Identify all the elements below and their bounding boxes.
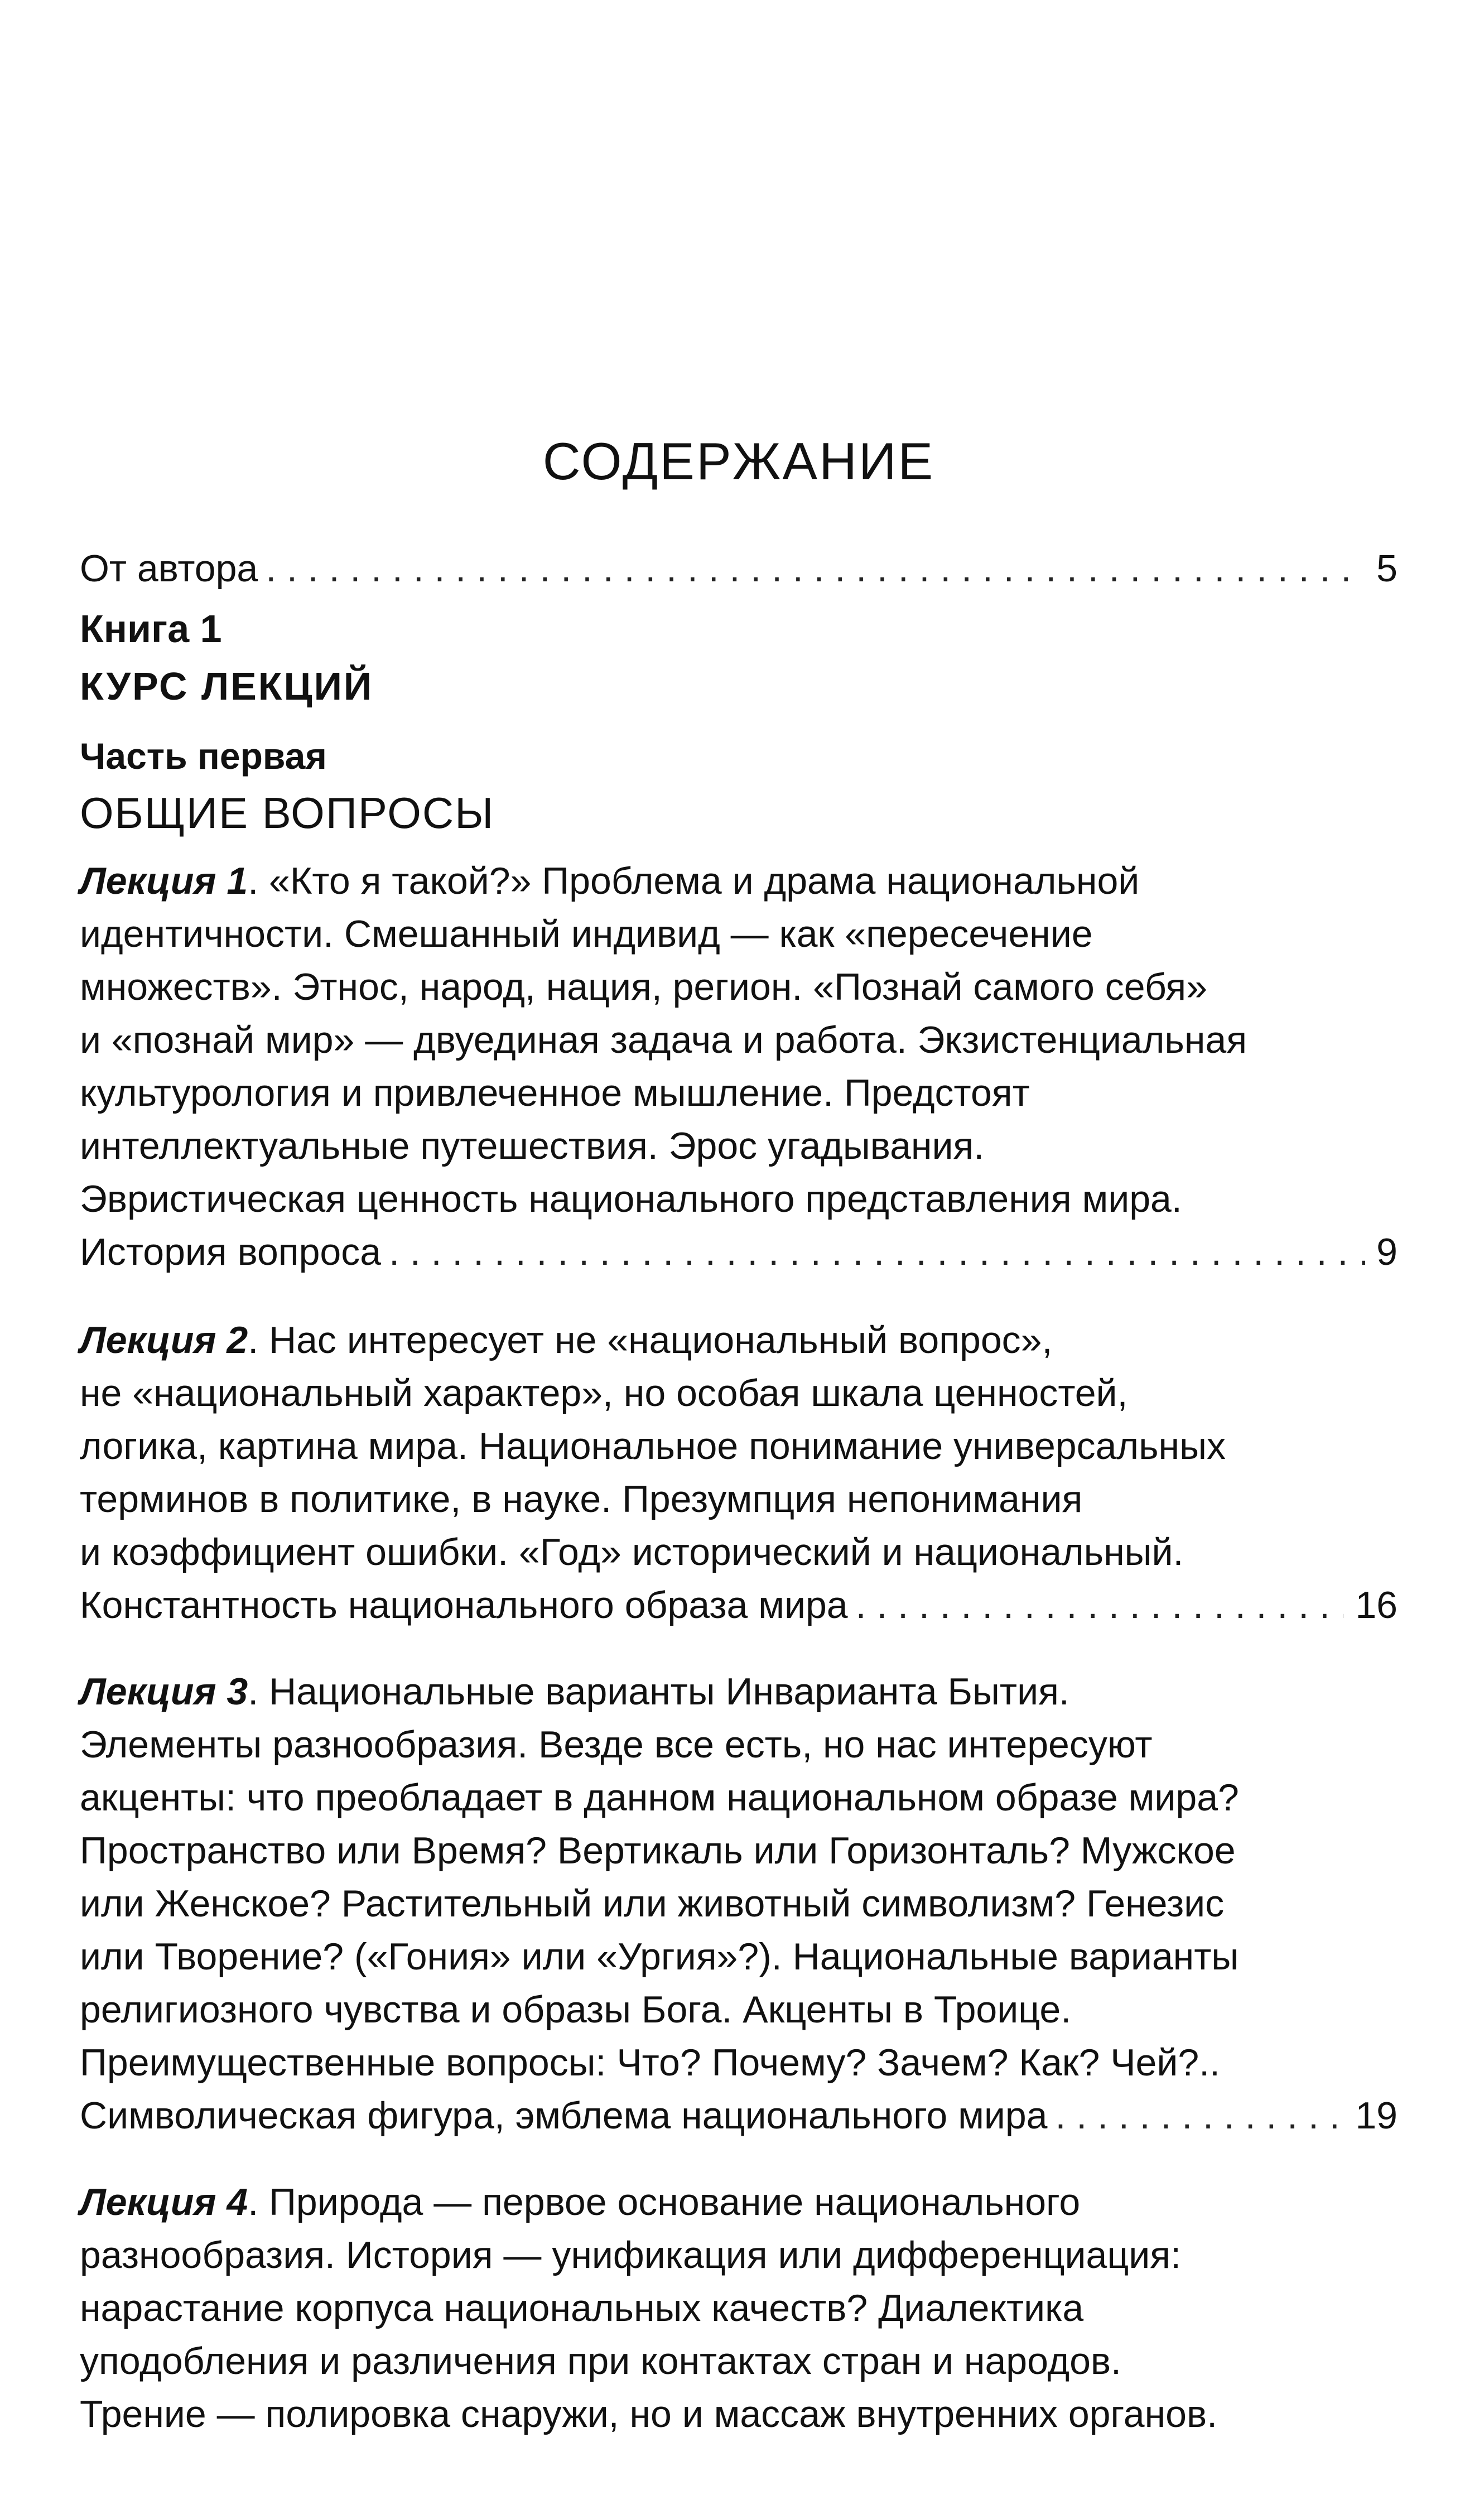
toc-entry-page: 16 xyxy=(1355,1584,1398,1626)
page-title: СОДЕРЖАНИЕ xyxy=(542,432,935,490)
lecture-line: Элементы разнообразия. Везде все есть, но нас интересуют xyxy=(80,1723,1153,1766)
part-heading: Часть первая xyxy=(80,735,327,777)
lecture-line xyxy=(80,2176,1398,2229)
lecture-last-line xyxy=(80,1579,1398,1632)
lecture-text: . Природа — первое основание национального xyxy=(248,2181,1081,2223)
lecture-text: Константность национального образа мира xyxy=(80,1584,848,1626)
book-heading: Книга 1 xyxy=(80,607,222,651)
lecture-label: Лекция 3 xyxy=(80,1670,248,1713)
lecture-line: или Творение? («Гония» или «Ургия»?). Национальные варианты xyxy=(80,1935,1239,1978)
toc-entry-lecture-3[interactable] xyxy=(80,1665,1398,2142)
lecture-line: Трение — полировка снаружи, но и массаж внутренних органов. xyxy=(80,2393,1217,2435)
lecture-text: . Нас интересует не «национальный вопрос», xyxy=(248,1319,1053,1361)
part-title: ОБЩИЕ ВОПРОСЫ xyxy=(80,788,495,837)
lecture-line: уподобления и различения при контактах стран и народов. xyxy=(80,2340,1121,2382)
lecture-line: идентичности. Смешанный индивид — как «пересечение xyxy=(80,913,1093,955)
book-title: КУРС ЛЕКЦИЙ xyxy=(80,664,374,708)
lecture-last-line xyxy=(80,1226,1398,1279)
toc-entry-lecture-2[interactable] xyxy=(80,1314,1398,1632)
lecture-line: культурология и привлеченное мышление. Предстоят xyxy=(80,1072,1030,1114)
leader-dots xyxy=(856,1579,1345,1632)
toc-entry-page: 5 xyxy=(1376,547,1398,590)
lecture-line: логика, картина мира. Национальное понимание универсальных xyxy=(80,1425,1226,1467)
lecture-line: и «познай мир» — двуединая задача и работа. Экзистенциальная xyxy=(80,1019,1247,1061)
lecture-line: множеств». Этнос, народ, нация, регион. «Познай самого себя» xyxy=(80,966,1207,1008)
leader-dots xyxy=(266,550,1365,587)
lecture-text: Символическая фигура, эмблема национального мира xyxy=(80,2094,1048,2137)
leader-dots xyxy=(389,1226,1365,1279)
lecture-line xyxy=(80,855,1398,908)
toc-entry-preface[interactable] xyxy=(80,547,1398,590)
lecture-text: . «Кто я такой?» Проблема и драма национальной xyxy=(248,860,1140,902)
lecture-line: Преимущественные вопросы: Что? Почему? Зачем? Как? Чей?.. xyxy=(80,2041,1220,2084)
lecture-line: терминов в политике, в науке. Презумпция непонимания xyxy=(80,1478,1083,1520)
toc-entry-page: 9 xyxy=(1376,1231,1398,1273)
lecture-text: История вопроса xyxy=(80,1231,382,1273)
lecture-line: интеллектуальные путешествия. Эрос угадывания. xyxy=(80,1125,985,1167)
lecture-line: и коэффициент ошибки. «Год» исторический и национальный. xyxy=(80,1531,1184,1573)
lecture-line: Пространство или Время? Вертикаль или Горизонталь? Мужское xyxy=(80,1829,1236,1872)
leader-dots xyxy=(1056,2089,1345,2142)
lecture-line xyxy=(80,1314,1398,1367)
lecture-label: Лекция 2 xyxy=(80,1319,248,1361)
toc-entry-label: От автора xyxy=(80,547,258,590)
lecture-line: или Женское? Растительный или животный символизм? Генезис xyxy=(80,1882,1225,1925)
lecture-line: нарастание корпуса национальных качеств? Диалектика xyxy=(80,2287,1084,2329)
lecture-line: не «национальный характер», но особая шкала ценностей, xyxy=(80,1372,1128,1414)
lecture-line: акценты: что преобладает в данном национальном образе мира? xyxy=(80,1776,1239,1819)
lecture-line: Эвристическая ценность национального представления мира. xyxy=(80,1178,1182,1220)
lecture-line: разнообразия. История — унификация или дифференциация: xyxy=(80,2234,1181,2276)
toc-entry-page: 19 xyxy=(1355,2094,1398,2137)
lecture-line xyxy=(80,1665,1398,1718)
lecture-label: Лекция 1 xyxy=(80,860,248,902)
lecture-label: Лекция 4 xyxy=(80,2181,248,2223)
toc-entry-lecture-4[interactable] xyxy=(80,2176,1398,2441)
lecture-last-line xyxy=(80,2089,1398,2142)
lecture-text: . Национальные варианты Инварианта Бытия. xyxy=(248,1670,1069,1713)
lecture-line: религиозного чувства и образы Бога. Акценты в Троице. xyxy=(80,1988,1072,2031)
toc-entry-lecture-1[interactable] xyxy=(80,855,1398,1279)
